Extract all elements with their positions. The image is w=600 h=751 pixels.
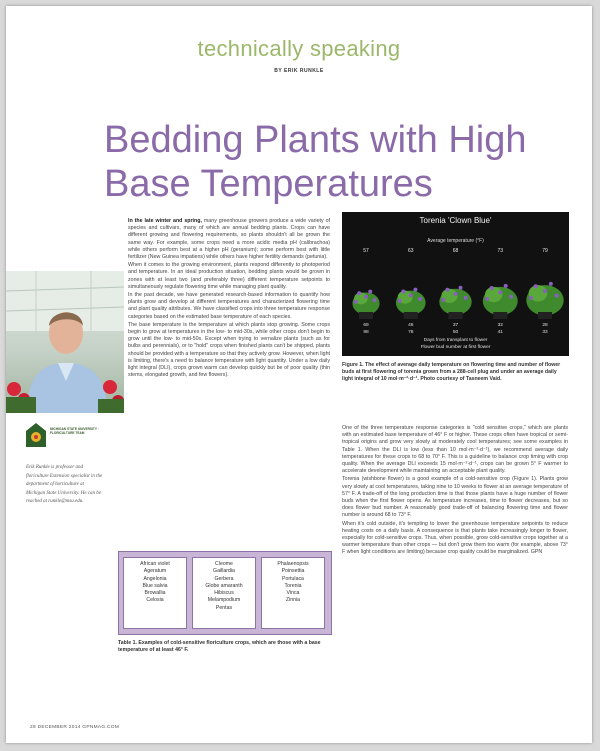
table-cell: Torenia xyxy=(284,582,302,589)
table-cell: African violet xyxy=(140,561,170,567)
days-label: 28 xyxy=(542,323,548,328)
msu-floriculture-logo xyxy=(24,421,102,457)
bud-label: 50 xyxy=(452,330,459,335)
logo-text: MICHIGAN STATE UNIVERSITY · FLORICULTURE TEAM xyxy=(50,427,99,435)
table-cell: Zinnia xyxy=(285,597,301,604)
author-photo xyxy=(6,271,124,413)
figure-1 xyxy=(342,212,569,356)
days-label: 32 xyxy=(497,323,503,328)
paragraph-6: Torenia (wishbone flower) is a good example of a cold-sensitive crop (Figure 1). Plants grow very slowly at cool temperatures, taking nine to 10 weeks to flower at an average temperature of 57° F. A trade-off of the long production time is that those plants have a huge number of flower buds when the first flower opens. As temperature increases, time to flower decreases, but so does flower bud number. A reasonably good trade-off of balancing flowering time and flower number is around 68 to 73° F. xyxy=(342,476,568,519)
paragraph-7: When it's cold outside, it's tempting to lower the greenhouse temperature setpoints to reduce heating costs on a daily basis. A consequence is that plants take increasingly longer to flower, especially for cold-sensitive crops. Thus, when possible, grow cold-sensitive crops together at a warmer temperature than other crops — but don't grow them too warm (for example, above 73° F when light conditions are limiting) because crop quality could be marginalized. GPN xyxy=(342,520,568,556)
table-cell: Gaillardia xyxy=(213,568,235,575)
table-cell: Melampodium xyxy=(207,597,241,604)
temperature-label: 63 xyxy=(407,248,414,254)
figure-plants-svg xyxy=(342,212,569,356)
torenia-plant xyxy=(483,284,518,319)
torenia-plant xyxy=(396,288,426,319)
title-line-1: Bedding Plants with High xyxy=(104,119,527,161)
table-column-3 xyxy=(261,557,325,629)
figure-xlabel-1: Days from transplant to flower xyxy=(423,338,488,343)
table-cell: Gerbera xyxy=(214,575,234,582)
temperature-label: 73 xyxy=(497,248,504,254)
table-cell: Hibiscus xyxy=(214,590,234,597)
table-cell: Portulaca xyxy=(282,575,304,582)
bud-label: 98 xyxy=(363,330,369,335)
table-cell: Cleome xyxy=(215,561,233,567)
article-column-2 xyxy=(342,425,568,558)
figure-caption: Figure 1. The effect of average daily temperature on flowering time and number of flower buds at first flowering of torenia grown from a 288-cell plug and under an average daily light integral of 10 mol·m⁻²·d⁻¹. Photo courtesy of Tasneem Vaid. xyxy=(342,362,561,382)
torenia-plant xyxy=(526,282,563,319)
table-cell: Vinca xyxy=(286,590,300,597)
temperature-label: 57 xyxy=(363,248,369,254)
bud-label: 33 xyxy=(542,330,548,335)
article-column-1 xyxy=(128,218,330,380)
days-label: 37 xyxy=(452,323,459,328)
author-portrait-icon xyxy=(6,271,124,413)
torenia-plant xyxy=(352,290,379,319)
table-column-2 xyxy=(192,557,256,629)
article-title xyxy=(104,118,574,206)
figure-title: Torenia 'Clown Blue' xyxy=(419,216,492,225)
table-column-1 xyxy=(123,557,187,629)
paragraph-2: When it comes to the growing environment, plants respond differently to photoperiod and temperature. In an ideal production situation, bedding plants would be grown in zones with at least two (and preferably three) different temperature setpoints to simultaneously regulate flowering time while managing plant quality. xyxy=(128,262,330,290)
table-cell: Angelonia xyxy=(143,575,167,582)
paragraph-4: The base temperature is the temperature at which plants stop growing. Some crops begin to grow at temperatures in the low- to mid-30s, while other crops don't begin to grow until the low- to mid-50s. Except when trying to vernalize plants (such as for bulbs and perennials), or to "hold" crops when finished plants can't be shipped, plants should be provided with a temperature so that they actively grow. However, when light is limiting, there's a need to balance temperature with light quantity. Under a low daily light integral (DLI), crops grown warm can develop quickly but be of poor quality (thin stems, elongated growth, and few flowers). xyxy=(128,321,330,379)
crop-table xyxy=(118,551,332,635)
paragraph-1: In the late winter and spring, many greenhouse growers produce a wide variety of species and cultivars, many of which are annual bedding plants. Crops can have different growing and flowering requirements, so plants shouldn't all be grown the same way. For example, some crops need a more acidic media pH (calibrachoa) while others perform best at a higher pH (geranium); some perform best with little fertilizer (New Guinea impatiens) while others have higher fertility demands (petunia). xyxy=(128,218,330,261)
table-cell: Celosia xyxy=(146,597,164,604)
table-cell: Phalaenopsis xyxy=(277,561,309,567)
table-caption: Table 1. Examples of cold-sensitive floriculture crops, which are those with a base temperature of at least 46° F. xyxy=(118,640,321,653)
lead-in: In the late winter and spring, xyxy=(128,218,202,224)
figure-xlabel-2: Flower bud number at first flower xyxy=(420,345,491,350)
temperature-label: 79 xyxy=(542,248,548,254)
title-line-2: Base Temperatures xyxy=(104,163,433,205)
paragraph-3: In the past decade, we have generated research-based information to quantify how plants grow and develop at different temperatures and characterized flowering time and plant quality attributes. We have classified crops into three temperature response categories based on the estimated base temperature of each species. xyxy=(128,292,330,320)
table-cell: Blue salvia xyxy=(142,582,168,589)
section-header: technically speaking xyxy=(197,36,401,61)
torenia-plant xyxy=(439,286,471,319)
magazine-page xyxy=(6,6,592,743)
figure-subtitle: Average temperature (°F) xyxy=(427,238,484,244)
table-cell: Poinsettia xyxy=(281,568,305,575)
paragraph-5: One of the three temperature response categories is "cold sensitive crops," which are plants with an estimated base temperature of 46° F or higher. These crops often have tropical or semi-tropical origins and grow very slowly at moderately cool temperatures; see some examples in Table 1. When the DLI is low (less than 10 mol·m⁻²·d⁻¹), we recommend average daily temperatures for these crops to 68 to 70° F. This is a guideline to balance crop timing with crop quality. When the average DLI exceeds 15 mol·m⁻²·d⁻¹, crops can be grown 5° F warmer to accelerate development while maintaining an acceptable plant quality. xyxy=(342,425,568,475)
bud-label: 78 xyxy=(408,330,414,335)
days-label: 46 xyxy=(408,323,414,328)
days-label: 69 xyxy=(363,323,369,328)
bud-label: 41 xyxy=(497,330,503,335)
temperature-label: 68 xyxy=(452,248,459,254)
table-cell: Browallia xyxy=(144,590,166,597)
table-cell: Ageratum xyxy=(143,568,167,575)
table-cell: Globe amaranth xyxy=(205,582,243,589)
byline: BY ERIK RUNKLE xyxy=(274,68,324,74)
author-bio: Erik Runkle is professor and floriculture Extension specialist in the department of horticulture at Michigan State University. He can be reached at runkle@msu.edu. xyxy=(26,465,103,504)
logo-icon xyxy=(24,421,48,451)
page-footer: 28 DECEMBER 2014 GPNMAG.COM xyxy=(30,725,120,730)
table-cell: Pentas xyxy=(215,604,233,611)
